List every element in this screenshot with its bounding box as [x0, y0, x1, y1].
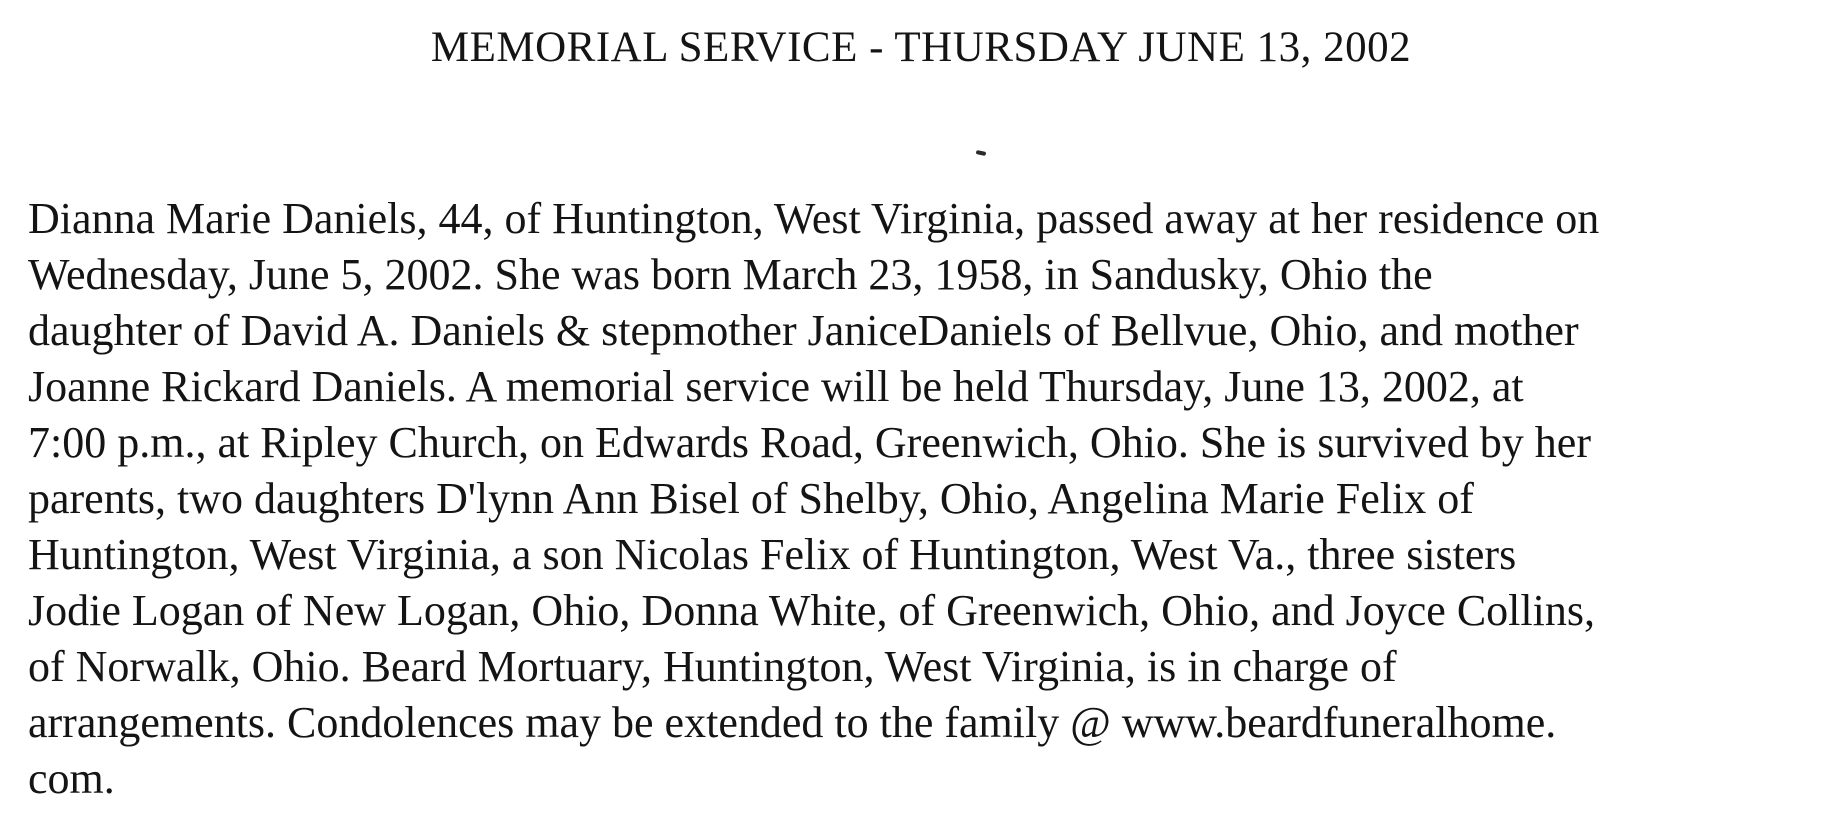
body-line-10: arrangements. Condolences may be extended to the family @ www.beardfuneralhome.	[28, 698, 1557, 747]
scan-speck	[976, 150, 987, 156]
document-title: MEMORIAL SERVICE - THURSDAY JUNE 13, 2002	[430, 24, 1412, 71]
body-line-5: 7:00 p.m., at Ripley Church, on Edwards Road, Greenwich, Ohio. She is survived by her	[28, 418, 1591, 467]
body-line-4: Joanne Rickard Daniels. A memorial service will be held Thursday, June 13, 2002, at	[28, 362, 1524, 411]
body-line-9: of Norwalk, Ohio. Beard Mortuary, Huntington, West Virginia, is in charge of	[28, 642, 1397, 691]
obituary-body	[28, 191, 1828, 807]
body-line-2: Wednesday, June 5, 2002. She was born March 23, 1958, in Sandusky, Ohio the	[28, 250, 1433, 299]
body-line-1: Dianna Marie Daniels, 44, of Huntington, West Virginia, passed away at her residence on	[28, 194, 1600, 243]
body-line-8: Jodie Logan of New Logan, Ohio, Donna White, of Greenwich, Ohio, and Joyce Collins,	[28, 586, 1595, 635]
body-line-3: daughter of David A. Daniels & stepmother JaniceDaniels of Bellvue, Ohio, and mother	[28, 306, 1579, 355]
body-line-7: Huntington, West Virginia, a son Nicolas Felix of Huntington, West Va., three sisters	[28, 530, 1517, 579]
body-line-11: com.	[28, 754, 115, 803]
body-line-6: parents, two daughters D'lynn Ann Bisel of Shelby, Ohio, Angelina Marie Felix of	[28, 474, 1474, 523]
